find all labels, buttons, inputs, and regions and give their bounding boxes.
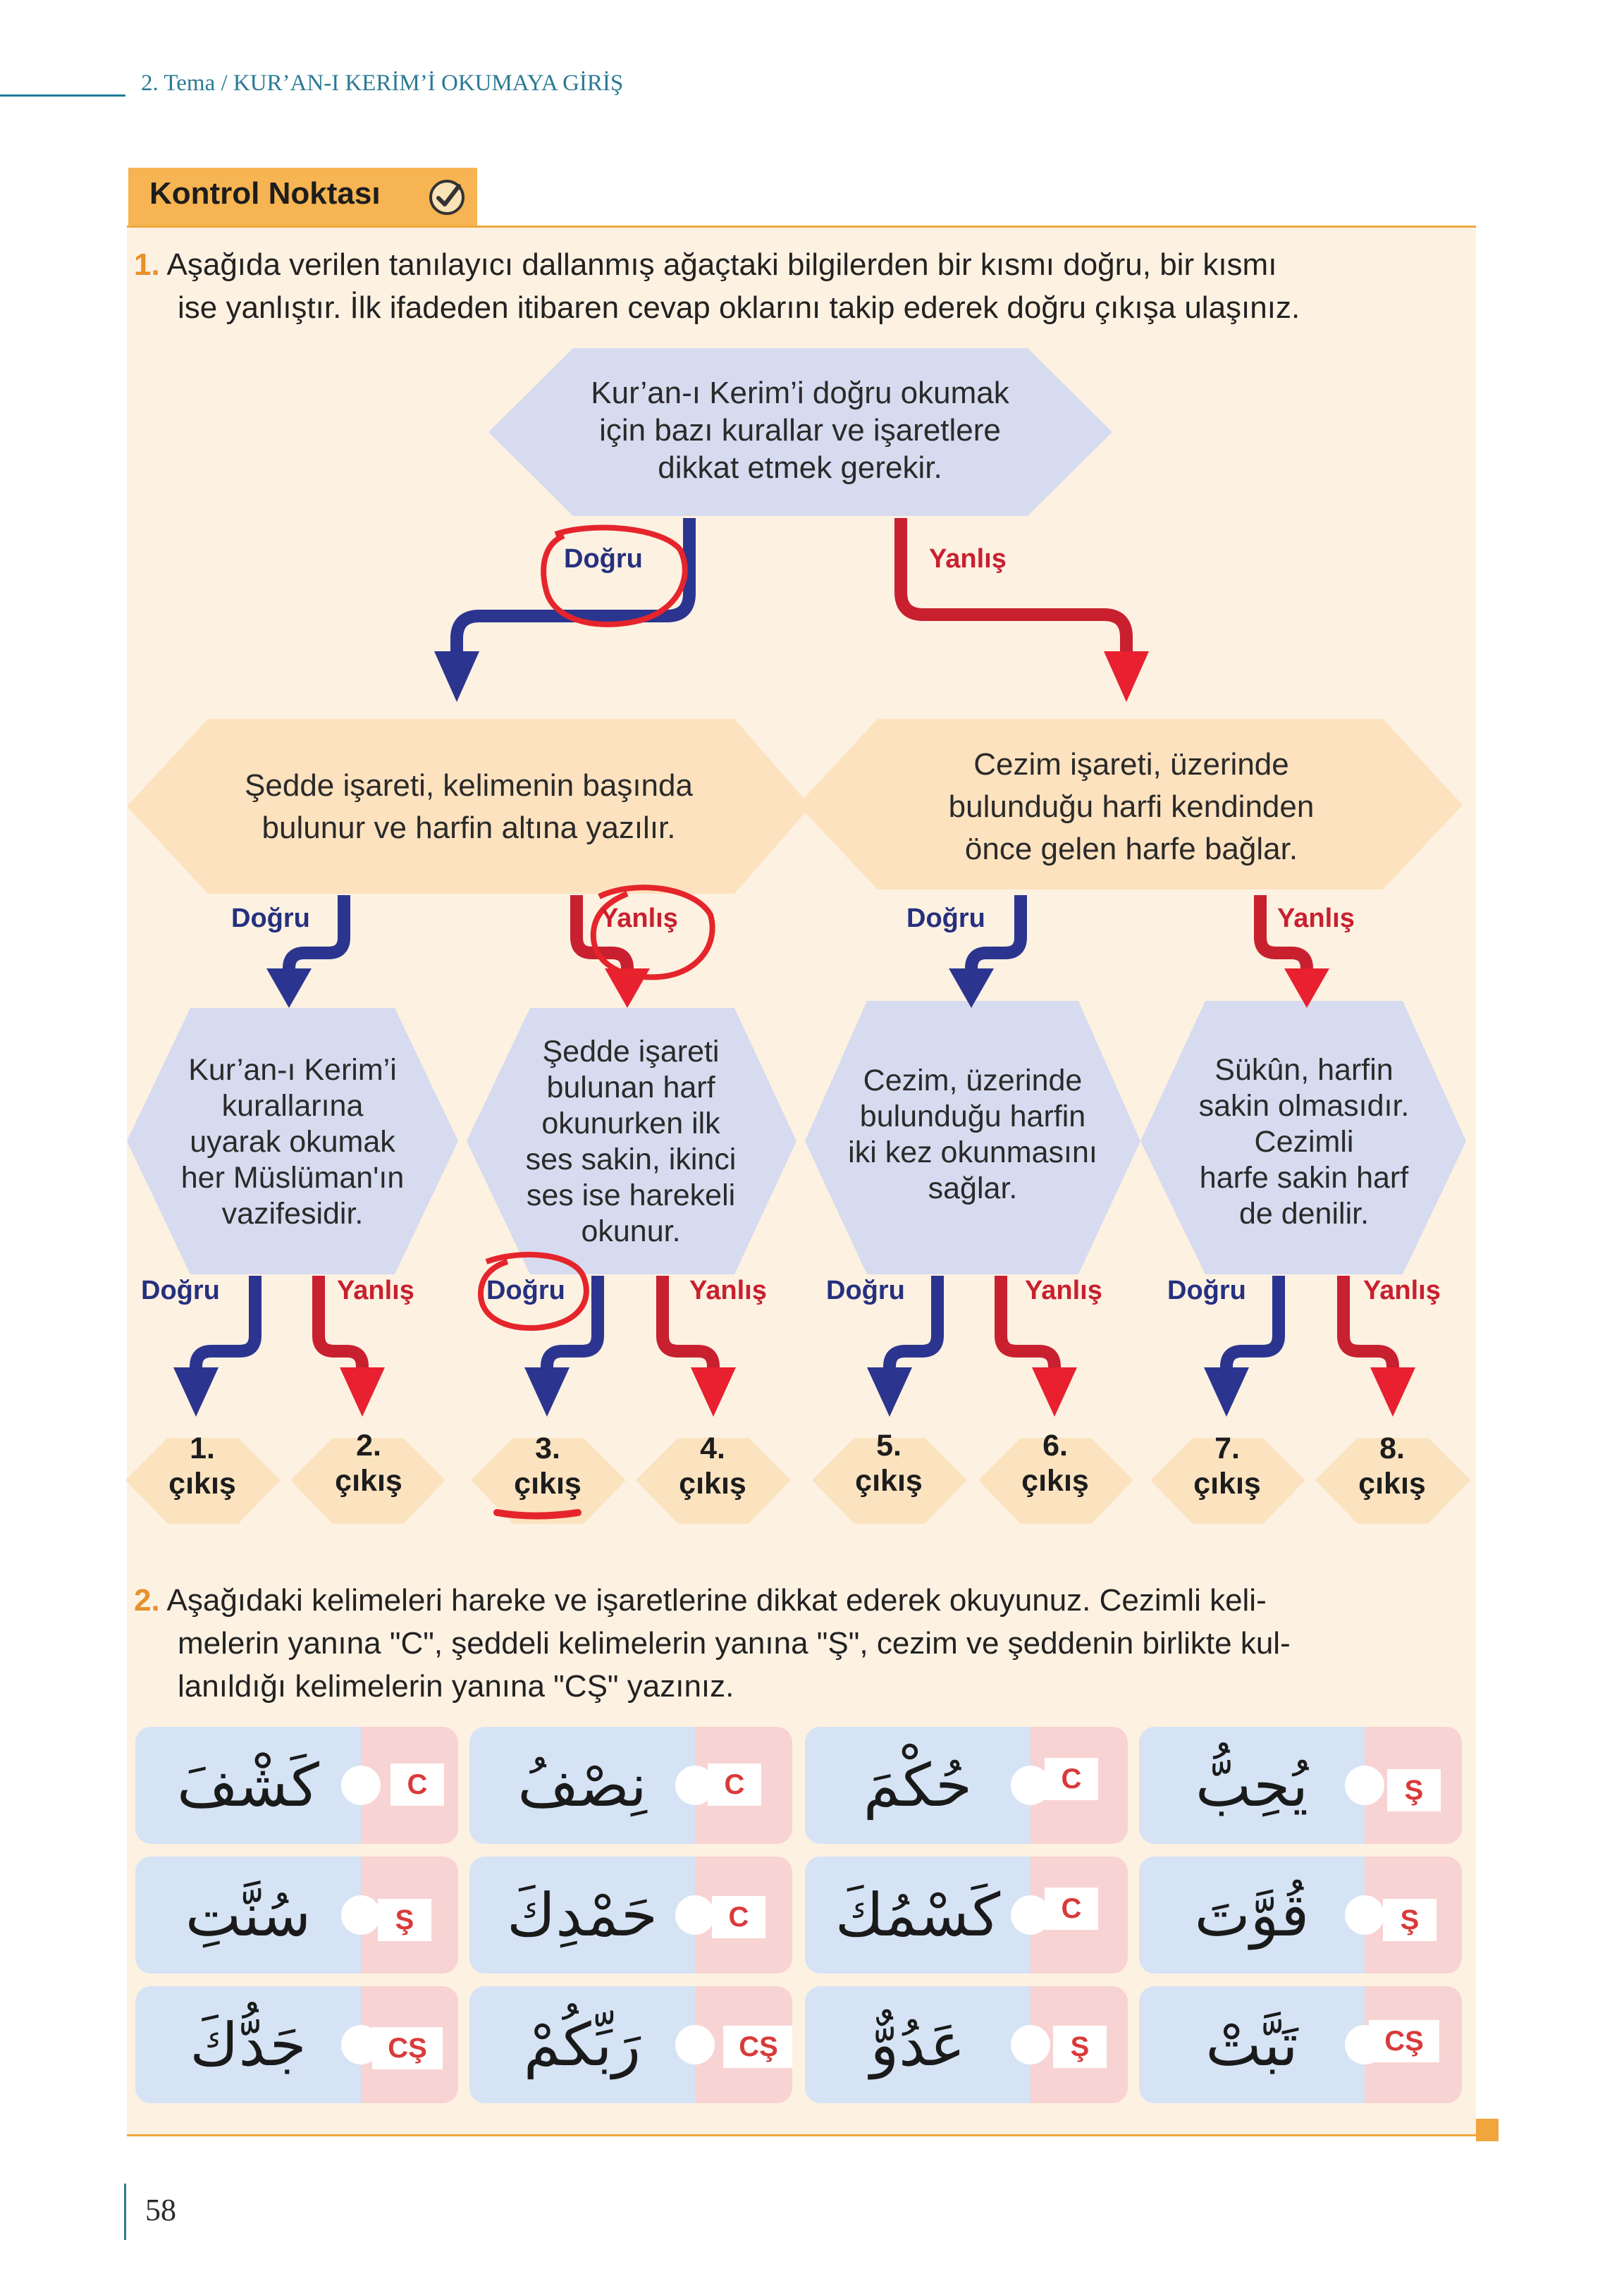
root-line-2: için bazı kurallar ve işaretlere <box>599 412 1001 448</box>
exit-7-word: çıkış <box>1193 1467 1261 1501</box>
arabic-word: عَدُوٌّ <box>870 2010 966 2079</box>
root-true-label: Doğru <box>564 544 643 574</box>
l3n3-line-3: iki kez okunmasını <box>848 1135 1097 1169</box>
level3-node-4-text <box>1156 1036 1452 1248</box>
l3n4-line-5: de denilir. <box>1238 1196 1370 1231</box>
l3n4-true-label: Doğru <box>1167 1276 1246 1305</box>
word-card <box>805 1857 1128 1974</box>
l2-right-false-label: Yanlış <box>1277 904 1355 933</box>
root-true-arrow <box>457 518 689 659</box>
l3n1-line-2: kurallarına <box>221 1088 364 1123</box>
exit-4-word: çıkış <box>679 1467 746 1501</box>
answer-box[interactable]: C <box>708 1763 761 1806</box>
l3n1-line-1: Kur’an-ı Kerim’i <box>188 1052 397 1087</box>
question-2 <box>134 1579 1466 1708</box>
question-2-number: 2. <box>134 1583 160 1618</box>
exit-7 <box>1174 1431 1280 1501</box>
level2-right-text <box>846 740 1417 874</box>
arabic-word: جَدُّكَ <box>190 2010 307 2079</box>
l3n2-line-1: Şedde işareti <box>542 1035 720 1069</box>
exit-3 <box>495 1431 601 1501</box>
word-card <box>1139 1986 1462 2103</box>
l3n3-line-4: sağlar. <box>928 1171 1018 1205</box>
exit-1-word: çıkış <box>168 1467 236 1501</box>
l3n3-false-label: Yanlış <box>1025 1276 1102 1305</box>
answer-box[interactable]: Ş <box>1383 1899 1437 1941</box>
question-1-line-1: Aşağıda verilen tanılayıcı dallanmış ağaçtaki bilgilerden bir kısmı doğru, bir kısmı <box>166 247 1277 282</box>
exit-5-word: çıkış <box>855 1464 923 1498</box>
root-line-3: dikkat etmek gerekir. <box>658 450 942 485</box>
exit-3-word: çıkış <box>514 1467 582 1501</box>
arabic-word: سُنَّتِ <box>185 1880 312 1950</box>
word-card <box>1139 1727 1462 1844</box>
page-number: 58 <box>145 2193 176 2227</box>
word-card <box>469 1986 792 2103</box>
l3n2-true-label: Doğru <box>486 1276 565 1305</box>
word-card <box>135 1857 458 1974</box>
exit-6-num: 6. <box>1042 1429 1068 1463</box>
exit-1-num: 1. <box>190 1432 215 1465</box>
answer-box[interactable]: Ş <box>1387 1769 1441 1811</box>
answer-box[interactable]: C <box>1045 1888 1098 1930</box>
exit-8-word: çıkış <box>1358 1467 1426 1501</box>
header-breadcrumb: 2. Tema / KUR’AN-I KERİM’İ OKUMAYA GİRİŞ <box>141 70 624 96</box>
level2-left-line-2: bulunur ve harfin altına yazılır. <box>262 811 676 845</box>
answer-box[interactable]: C <box>390 1763 444 1806</box>
l3n2-line-4: ses sakin, ikinci <box>525 1143 737 1176</box>
exit-1 <box>149 1431 255 1501</box>
root-node-text <box>536 367 1064 493</box>
arabic-word: حَمْدِكَ <box>507 1880 658 1950</box>
root-line-1: Kur’an-ı Kerim’i doğru okumak <box>591 375 1009 410</box>
level2-right-line-1: Cezim işareti, üzerinde <box>973 747 1289 782</box>
l3n3-line-1: Cezim, üzerinde <box>863 1064 1083 1097</box>
answer-box[interactable]: C <box>1045 1758 1098 1800</box>
l3n1-true-label: Doğru <box>141 1276 220 1305</box>
answer-box[interactable]: CŞ <box>723 2026 792 2068</box>
word-card <box>135 1727 458 1844</box>
exit-6 <box>1002 1428 1108 1498</box>
question-1-line-2: ise yanlıştır. İlk ifadeden itibaren cevap oklarını takip ederek doğru çıkışa ulaşınız. <box>178 290 1300 325</box>
l3n1-line-3: uyarak okumak <box>190 1124 395 1159</box>
word-card <box>469 1727 792 1844</box>
l2-left-true-label: Doğru <box>231 904 310 933</box>
level2-right-line-2: bulunduğu harfi kendinden <box>948 789 1315 824</box>
word-card <box>805 1727 1128 1844</box>
root-false-label: Yanlış <box>929 544 1007 574</box>
l3n3-line-2: bulunduğu harfin <box>859 1100 1086 1133</box>
exit-4 <box>660 1431 765 1501</box>
exit-6-word: çıkış <box>1021 1464 1089 1498</box>
l2-left-false-label: Yanlış <box>601 904 678 933</box>
arabic-word: يُحِبُّ <box>1195 1751 1309 1820</box>
l3n2-line-3: okunurken ilk <box>541 1107 720 1140</box>
l3n2-line-2: bulunan harf <box>546 1071 715 1104</box>
exit-5-num: 5. <box>876 1429 902 1463</box>
page-number-bar <box>124 2184 126 2240</box>
l3n2-line-5: ses ise harekeli <box>526 1178 736 1212</box>
exit-8-num: 8. <box>1379 1432 1405 1465</box>
exit-2-word: çıkış <box>335 1464 402 1498</box>
exit-7-num: 7. <box>1214 1432 1240 1465</box>
exit-2 <box>316 1428 422 1498</box>
l3n4-line-4: harfe sakin harf <box>1199 1160 1409 1195</box>
word-card <box>135 1986 458 2103</box>
l3n4-line-2: sakin olmasıdır. <box>1198 1088 1410 1123</box>
l3n3-true-label: Doğru <box>826 1276 905 1305</box>
l3n1-line-4: her Müslüman'ın <box>180 1160 405 1195</box>
arabic-word: رَبِّكُمْ <box>523 2010 641 2079</box>
l3n1-false-label: Yanlış <box>337 1276 414 1305</box>
word-card <box>469 1857 792 1974</box>
l3n2-line-6: okunur. <box>581 1214 681 1248</box>
answer-box[interactable]: Ş <box>1053 2026 1107 2068</box>
l3n4-false-label: Yanlış <box>1363 1276 1441 1305</box>
arabic-word: حُكْمَ <box>863 1751 973 1820</box>
level2-left-line-1: Şedde işareti, kelimenin başında <box>245 768 693 803</box>
answer-box[interactable]: C <box>712 1896 765 1938</box>
arabic-word: قُوَّتَ <box>1194 1880 1310 1950</box>
handwritten-underline-exit-3 <box>497 1513 578 1516</box>
question-2-line-3: lanıldığı kelimelerin yanına "CŞ" yazınız. <box>178 1669 734 1704</box>
arabic-word: نِصْفُ <box>517 1751 647 1820</box>
question-2-line-2: melerin yanına "C", şeddeli kelimelerin yanına "Ş", cezim ve şeddenin birlikte kul- <box>178 1626 1291 1661</box>
answer-box[interactable]: CŞ <box>1369 2020 1439 2062</box>
l2-right-true-label: Doğru <box>906 904 985 933</box>
word-card <box>1139 1857 1462 1974</box>
arabic-word: كَشْفَ <box>177 1751 319 1820</box>
l3n1-line-5: vazifesidir. <box>221 1196 364 1231</box>
l3n4-line-3: Cezimli <box>1254 1124 1354 1159</box>
level3-node-2-text <box>479 1018 782 1265</box>
exit-2-num: 2. <box>356 1429 381 1463</box>
word-card <box>805 1986 1128 2103</box>
question-1-number: 1. <box>134 247 160 282</box>
level2-left-text <box>169 761 768 853</box>
answer-box[interactable]: Ş <box>378 1899 431 1941</box>
exit-5 <box>836 1428 942 1498</box>
level3-node-3-text <box>818 1050 1128 1219</box>
question-2-line-1: Aşağıdaki kelimeleri hareke ve işaretlerine dikkat ederek okuyunuz. Cezimli keli- <box>166 1583 1267 1618</box>
arabic-word: كَسْمُكَ <box>835 1880 1001 1950</box>
level3-node-1-text <box>141 1036 444 1248</box>
l3n2-false-label: Yanlış <box>689 1276 767 1305</box>
l3n4-line-1: Sükûn, harfin <box>1214 1052 1394 1087</box>
arabic-word: تَبَّتْ <box>1205 2010 1298 2079</box>
exit-3-num: 3. <box>535 1432 560 1465</box>
exit-8 <box>1339 1431 1445 1501</box>
exit-4-num: 4. <box>700 1432 725 1465</box>
root-false-arrow <box>901 518 1126 659</box>
level2-right-line-3: önce gelen harfe bağlar. <box>964 832 1298 866</box>
answer-box[interactable]: CŞ <box>372 2027 443 2069</box>
section-title: Kontrol Noktası <box>149 176 381 211</box>
